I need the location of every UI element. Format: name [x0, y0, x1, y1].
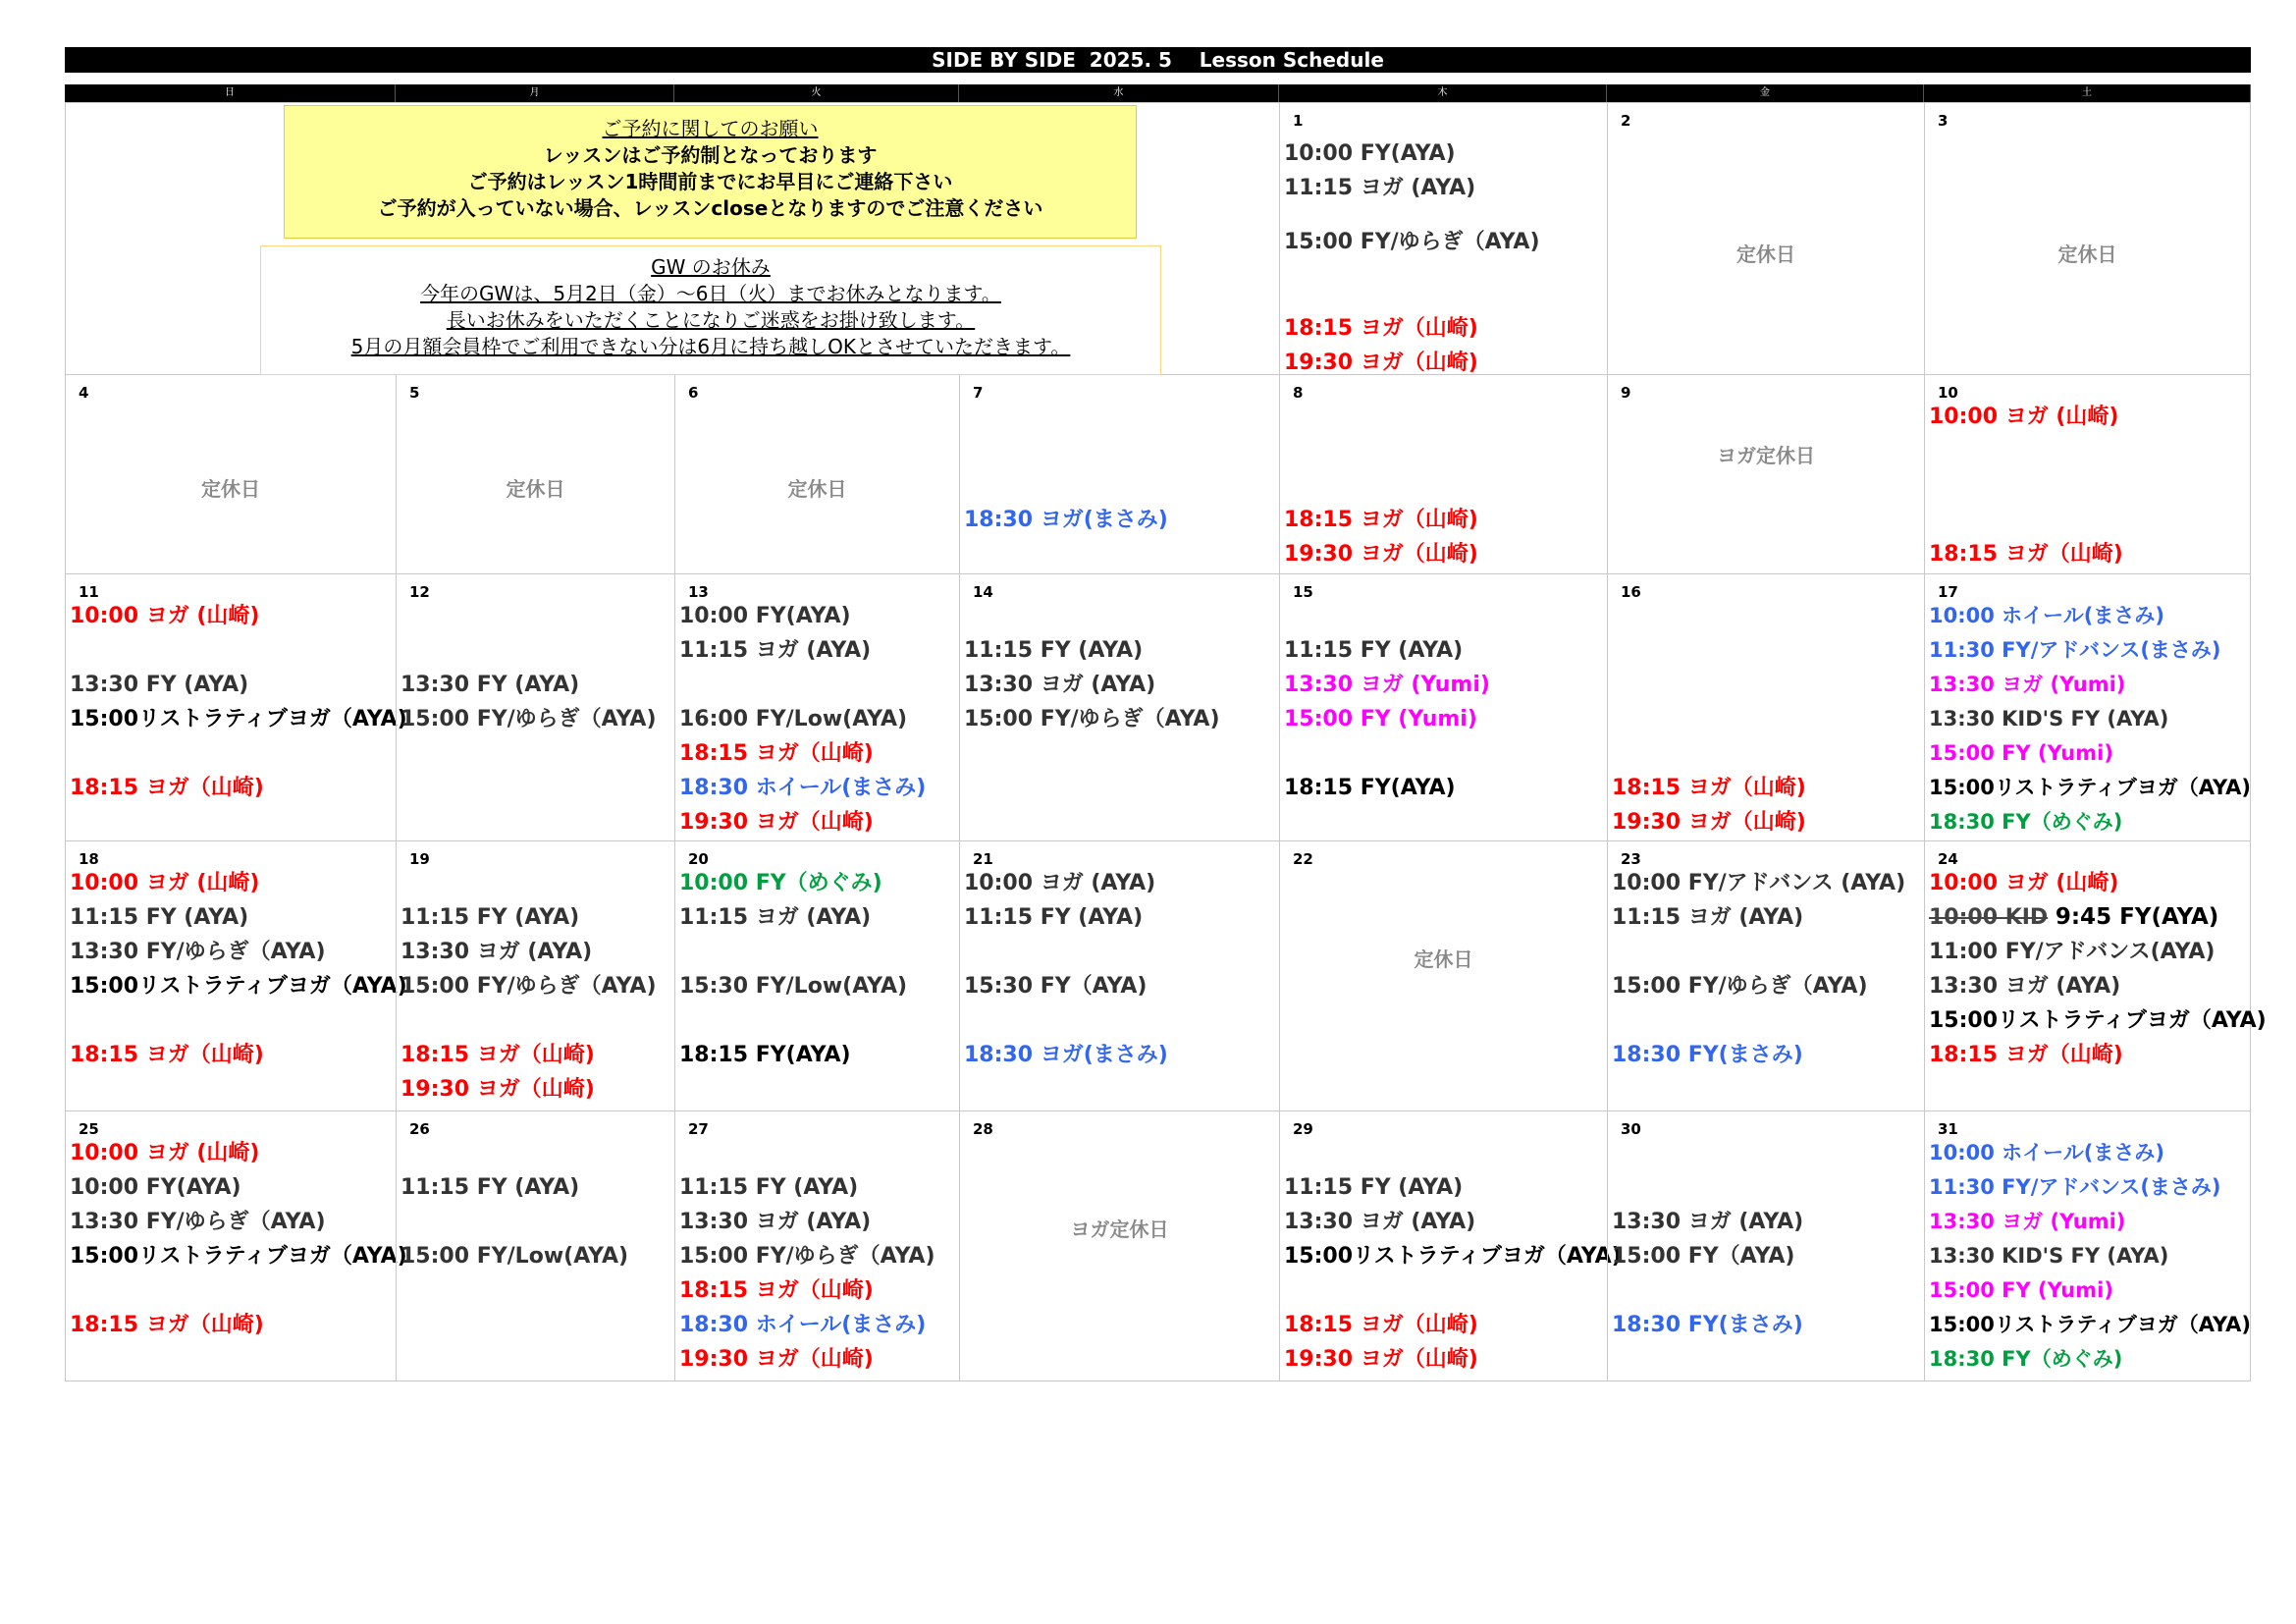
day-cell [1607, 375, 1924, 573]
lesson-entry: 18:15 ヨガ（山崎) [1284, 508, 1478, 532]
weekday-mon: 月 [396, 84, 674, 102]
day-number: 6 [688, 384, 699, 402]
lesson-entry: 15:00 FY/ゆらぎ（AYA) [1612, 974, 1868, 999]
calendar-week [65, 1111, 2251, 1381]
lesson-entry: 18:30 ホイール(まさみ) [679, 776, 927, 800]
lesson-entry: 18:30 FY(まさみ) [1612, 1043, 1803, 1067]
calendar-week [65, 375, 2251, 574]
closed-label: 定休日 [2057, 243, 2117, 266]
day-number: 19 [409, 850, 430, 868]
weekday-fri: 金 [1607, 84, 1924, 102]
lesson-entry: 10:00 ホイール(まさみ) [1929, 604, 2164, 627]
schedule-title: SIDE BY SIDE 2025. 5 Lesson Schedule [65, 47, 2251, 73]
day-cell [396, 574, 674, 840]
reservation-notice [284, 105, 1137, 239]
day-cell [1924, 841, 2267, 1110]
lesson-entry: 18:30 FY(まさみ) [1612, 1313, 1803, 1337]
reservation-notice-line: ご予約が入っていない場合、レッスンcloseとなりますのでご注意ください [377, 196, 1043, 220]
day-number: 25 [79, 1120, 99, 1138]
lesson-entry: 10:00 ヨガ (山崎) [70, 1141, 260, 1165]
day-cell [674, 574, 959, 840]
day-cell [1924, 1111, 2251, 1380]
lesson-entry: 10:00 ヨガ (山崎) [70, 604, 260, 628]
day-cell [674, 841, 959, 1110]
day-number: 24 [1938, 850, 1958, 868]
day-number: 9 [1621, 384, 1631, 402]
lesson-entry: 11:15 FY (AYA) [70, 905, 249, 930]
day-cell [1279, 1111, 1622, 1380]
day-cell [65, 841, 407, 1110]
lesson-entry: 19:30 ヨガ（山崎) [679, 1347, 874, 1372]
lesson-entry: 15:00リストラティブヨガ（AYA) [1929, 1313, 2252, 1336]
lesson-entry: 19:30 ヨガ（山崎) [1284, 351, 1478, 375]
lesson-entry: 11:15 FY (AYA) [964, 638, 1144, 663]
day-cell [1279, 375, 1607, 573]
lesson-entry: 18:15 ヨガ（山崎) [70, 1043, 264, 1067]
lesson-entry: 15:00 FY (Yumi) [1929, 741, 2113, 765]
lesson-entry: 18:15 FY(AYA) [1284, 776, 1456, 800]
gw-notice [260, 245, 1161, 375]
day-number: 7 [973, 384, 984, 402]
lesson-entry: 15:00 FY/ゆらぎ（AYA) [400, 974, 657, 999]
reservation-notice-line: レッスンはご予約制となっております [543, 143, 878, 167]
lesson-entry: 10:00 ヨガ (山崎) [70, 871, 260, 895]
day-number: 29 [1293, 1120, 1313, 1138]
lesson-entry: 15:00リストラティブヨガ（AYA) [70, 1244, 407, 1269]
gw-notice-line: 今年のGWは、5月2日（金）～6日（火）までお休みとなります。 [420, 282, 1001, 305]
closed-label: 定休日 [201, 477, 260, 501]
day-cell [674, 375, 959, 573]
weekday-header [65, 84, 2251, 102]
lesson-entry: 18:15 ヨガ（山崎) [679, 1278, 874, 1303]
lesson-entry: 19:30 ヨガ（山崎) [1284, 1347, 1478, 1372]
day-cell [65, 375, 396, 573]
lesson-entry: 13:30 ヨガ (Yumi) [1929, 1210, 2126, 1233]
lesson-entry: 18:15 ヨガ（山崎) [1612, 776, 1806, 800]
lesson-entry: 11:15 FY (AYA) [1284, 638, 1464, 663]
day-number: 11 [79, 583, 99, 601]
lesson-entry: 15:00 FY/ゆらぎ（AYA) [400, 707, 657, 731]
day-cell [396, 375, 674, 573]
lesson-entry: 11:15 ヨガ (AYA) [1284, 176, 1476, 200]
day-cell [65, 574, 407, 840]
lesson-entry: 18:15 ヨガ（山崎) [1284, 316, 1478, 341]
lesson-entry: 13:30 ヨガ (AYA) [1612, 1210, 1804, 1234]
lesson-entry: 18:15 ヨガ（山崎) [70, 776, 264, 800]
day-number: 12 [409, 583, 430, 601]
day-number: 20 [688, 850, 709, 868]
lesson-entry: 18:30 FY（めぐみ) [1929, 810, 2123, 834]
lesson-entry: 13:30 ヨガ (AYA) [964, 673, 1156, 697]
weekday-tue: 火 [674, 84, 959, 102]
changed-entry: 9:45 FY(AYA) [2055, 904, 2219, 930]
day-number: 31 [1938, 1120, 1958, 1138]
lesson-entry: 13:30 ヨガ (Yumi) [1929, 673, 2126, 696]
lesson-entry: 11:15 FY (AYA) [1284, 1175, 1464, 1200]
lesson-entry: 13:30 FY (AYA) [70, 673, 249, 697]
lesson-entry: 19:30 ヨガ（山崎) [400, 1077, 595, 1102]
closed-label: 定休日 [1414, 947, 1473, 971]
weekday-wed: 水 [959, 84, 1279, 102]
lesson-entry: 18:15 ヨガ（山崎) [1929, 542, 2123, 567]
day-number: 15 [1293, 583, 1313, 601]
gw-notice-line: 長いお休みをいただくことになりご迷惑をお掛け致します。 [446, 308, 976, 332]
gw-notice-line: 5月の月額会員枠でご利用できない分は6月に持ち越しOKとさせていただきます。 [350, 335, 1071, 358]
weekday-sat: 土 [1924, 84, 2251, 102]
closed-label: 定休日 [1736, 243, 1795, 266]
lesson-entry: 18:15 ヨガ（山崎) [1929, 1043, 2123, 1067]
lesson-entry: 18:15 FY(AYA) [679, 1043, 851, 1067]
lesson-entry: 18:30 ホイール(まさみ) [679, 1313, 927, 1337]
closed-label: 定休日 [506, 477, 565, 501]
lesson-entry: 18:15 ヨガ（山崎) [70, 1313, 264, 1337]
lesson-entry: 13:30 ヨガ (AYA) [1929, 974, 2121, 999]
lesson-entry [1929, 900, 2248, 935]
lesson-entry: 13:30 ヨガ (Yumi) [1284, 673, 1490, 697]
lesson-entry: 15:30 FY（AYA) [964, 974, 1148, 999]
lesson-entry: 15:00 FY/ゆらぎ（AYA) [1284, 230, 1540, 254]
day-cell [65, 1111, 407, 1380]
calendar-week [65, 841, 2267, 1111]
lesson-entry: 18:15 ヨガ（山崎) [1284, 1313, 1478, 1337]
day-cell [674, 1111, 959, 1380]
lesson-entry: 10:00 ヨガ (山崎) [1929, 871, 2119, 895]
lesson-entry: 15:00 FY/Low(AYA) [400, 1244, 629, 1269]
lesson-entry: 11:00 FY/アドバンス(AYA) [1929, 940, 2216, 964]
lesson-entry: 18:15 ヨガ（山崎) [679, 741, 874, 766]
lesson-entry: 11:15 ヨガ (AYA) [1612, 905, 1804, 930]
lesson-entry: 11:15 FY (AYA) [679, 1175, 859, 1200]
day-number: 22 [1293, 850, 1313, 868]
lesson-entry: 19:30 ヨガ（山崎) [1612, 810, 1806, 835]
day-cell [1607, 841, 1924, 1110]
day-cell [1607, 103, 1924, 374]
day-cell [959, 841, 1279, 1110]
reservation-notice-line: ご予約はレッスン1時間前までにお早目にご連絡下さい [467, 170, 953, 193]
lesson-entry: 15:00 FY/ゆらぎ（AYA) [679, 1244, 935, 1269]
day-number: 27 [688, 1120, 709, 1138]
lesson-entry: 18:30 ヨガ(まさみ) [964, 508, 1168, 532]
lesson-entry: 13:30 KID'S FY (AYA) [1929, 1244, 2169, 1268]
lesson-entry: 10:00 FY/アドバンス (AYA) [1612, 871, 1906, 895]
calendar-week [65, 574, 2251, 841]
reservation-notice-heading: ご予約に関してのお願い [602, 117, 819, 140]
lesson-entry: 10:00 FY(AYA) [1284, 141, 1456, 166]
lesson-entry: 18:30 ヨガ(まさみ) [964, 1043, 1168, 1067]
day-cell [396, 841, 674, 1110]
weekday-sun: 日 [65, 84, 396, 102]
lesson-entry: 18:15 ヨガ（山崎) [400, 1043, 595, 1067]
day-number: 26 [409, 1120, 430, 1138]
day-cell [396, 1111, 674, 1380]
lesson-entry: 13:30 FY (AYA) [400, 673, 580, 697]
day-number: 14 [973, 583, 993, 601]
lesson-entry: 19:30 ヨガ（山崎) [679, 810, 874, 835]
day-cell [1924, 103, 2251, 374]
lesson-entry: 11:30 FY/アドバンス(まさみ) [1929, 1175, 2221, 1199]
day-cell [959, 1111, 1279, 1380]
day-cell [959, 375, 1279, 573]
day-cell [1279, 103, 1607, 374]
day-cell [1924, 574, 2251, 840]
lesson-entry: 10:00 ヨガ (AYA) [964, 871, 1156, 895]
lesson-entry: 13:30 KID'S FY (AYA) [1929, 707, 2169, 731]
lesson-entry: 15:00 FY (Yumi) [1929, 1278, 2113, 1302]
gw-notice-heading: GW のお休み [651, 255, 771, 279]
day-number: 5 [409, 384, 420, 402]
lesson-entry: 10:00 FY(AYA) [679, 604, 851, 628]
lesson-entry: 11:15 FY (AYA) [964, 905, 1144, 930]
day-number: 10 [1938, 384, 1958, 402]
closed-label: 定休日 [787, 477, 847, 501]
lesson-entry: 15:00 FY（AYA) [1612, 1244, 1795, 1269]
lesson-entry: 10:00 ヨガ (山崎) [1929, 405, 2119, 429]
lesson-entry: 11:15 FY (AYA) [400, 905, 580, 930]
lesson-entry: 15:00リストラティブヨガ（AYA) [1284, 1244, 1622, 1269]
day-number: 28 [973, 1120, 993, 1138]
lesson-entry: 13:30 FY/ゆらぎ（AYA) [70, 940, 326, 964]
lesson-entry: 15:00リストラティブヨガ（AYA) [1929, 776, 2252, 799]
day-number: 8 [1293, 384, 1304, 402]
lesson-entry: 19:30 ヨガ（山崎) [1284, 542, 1478, 567]
day-cell [1279, 574, 1607, 840]
lesson-entry: 15:00リストラティブヨガ（AYA) [1929, 1008, 2267, 1033]
lesson-entry: 10:00 ホイール(まさみ) [1929, 1141, 2164, 1164]
lesson-entry: 11:15 FY (AYA) [400, 1175, 580, 1200]
day-cell [1607, 1111, 1924, 1380]
day-number: 17 [1938, 583, 1958, 601]
lesson-entry: 11:15 ヨガ (AYA) [679, 905, 872, 930]
day-cell [1607, 574, 1924, 840]
day-number: 1 [1293, 112, 1304, 130]
day-number: 2 [1621, 112, 1631, 130]
lesson-entry: 15:00リストラティブヨガ（AYA) [70, 707, 407, 731]
weekday-thu: 木 [1279, 84, 1607, 102]
lesson-entry: 10:00 FY（めぐみ) [679, 871, 882, 895]
yoga-closed-label: ヨガ定休日 [1070, 1218, 1169, 1241]
day-number: 16 [1621, 583, 1641, 601]
lesson-entry: 13:30 ヨガ (AYA) [1284, 1210, 1476, 1234]
yoga-closed-label: ヨガ定休日 [1717, 444, 1815, 467]
lesson-entry: 15:00 FY (Yumi) [1284, 707, 1477, 731]
lesson-entry: 15:00リストラティブヨガ（AYA) [70, 974, 407, 999]
lesson-entry: 16:00 FY/Low(AYA) [679, 707, 908, 731]
lesson-entry: 10:00 FY(AYA) [70, 1175, 241, 1200]
day-number: 23 [1621, 850, 1641, 868]
lesson-entry: 11:15 ヨガ (AYA) [679, 638, 872, 663]
cancelled-entry: 10:00 KID [1929, 905, 2049, 930]
day-number: 30 [1621, 1120, 1641, 1138]
lesson-entry: 13:30 ヨガ (AYA) [679, 1210, 872, 1234]
day-number: 18 [79, 850, 99, 868]
day-cell [1279, 841, 1607, 1110]
day-number: 3 [1938, 112, 1949, 130]
lesson-entry: 15:00 FY/ゆらぎ（AYA) [964, 707, 1220, 731]
lesson-entry: 18:30 FY（めぐみ) [1929, 1347, 2123, 1371]
lesson-entry: 15:30 FY/Low(AYA) [679, 974, 908, 999]
day-number: 21 [973, 850, 993, 868]
lesson-entry: 11:30 FY/アドバンス(まさみ) [1929, 638, 2221, 662]
day-cell [1924, 375, 2251, 573]
lesson-entry: 13:30 ヨガ (AYA) [400, 940, 593, 964]
lesson-entry: 13:30 FY/ゆらぎ（AYA) [70, 1210, 326, 1234]
day-cell [959, 574, 1279, 840]
day-number: 4 [79, 384, 89, 402]
day-number: 13 [688, 583, 709, 601]
